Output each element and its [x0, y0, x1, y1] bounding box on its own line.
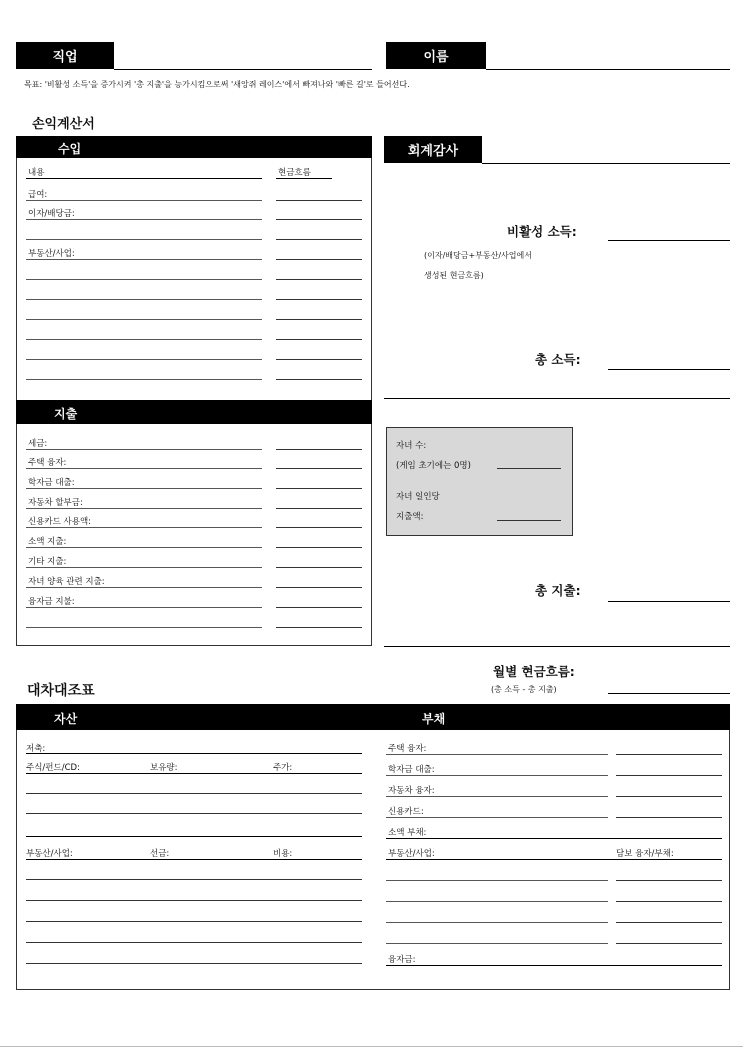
income-row-interest: 이자/배당금:: [28, 209, 75, 219]
income-row-realestate: 부동산/사업:: [28, 249, 75, 259]
total-expense-field[interactable]: [608, 601, 730, 602]
liability-loan-field[interactable]: [386, 965, 722, 966]
liability-amount-field[interactable]: [616, 775, 722, 776]
per-child-label-2: 지출액:: [396, 512, 424, 522]
asset-savings-field[interactable]: [26, 753, 362, 754]
asset-savings-label: 저축:: [26, 744, 46, 754]
liability-realestate-field[interactable]: [616, 901, 722, 902]
occupation-field[interactable]: [114, 69, 372, 70]
income-cashflow-field[interactable]: [276, 279, 362, 280]
asset-realestate-row[interactable]: [26, 900, 362, 901]
occupation-label: 직업: [16, 42, 114, 69]
income-cashflow-field[interactable]: [276, 219, 362, 220]
per-child-expense-field[interactable]: [497, 520, 561, 521]
asset-cost-label: 비용:: [273, 849, 293, 859]
col-item-label: 내용: [28, 168, 45, 178]
passive-income-field[interactable]: [608, 240, 730, 241]
liability-realestate-field[interactable]: [616, 880, 722, 881]
income-cashflow-field[interactable]: [276, 200, 362, 201]
expense-amount-field[interactable]: [276, 567, 362, 568]
liability-mortgage-label: 담보 융자/부채:: [616, 849, 674, 859]
liability-realestate-label: 부동산/사업:: [388, 849, 435, 859]
liabilities-header: 부채: [422, 712, 446, 726]
liability-row: 학자금 대출:: [388, 765, 435, 775]
page-edge: [0, 1046, 743, 1047]
children-count-note: (게임 초기에는 0명): [396, 461, 471, 471]
asset-shares-label: 보유량:: [150, 763, 178, 773]
expense-amount-field[interactable]: [276, 527, 362, 528]
liability-realestate-field[interactable]: [616, 922, 722, 923]
income-statement-title: 손익계산서: [32, 117, 95, 132]
liability-row: 신용카드:: [388, 807, 424, 817]
monthly-cashflow-note: (총 소득 - 총 지출): [491, 685, 557, 694]
income-cashflow-field[interactable]: [276, 339, 362, 340]
passive-income-note-2: 생성된 현금흐름): [424, 271, 484, 280]
asset-stocks-label: 주식/펀드/CD:: [26, 763, 80, 773]
col-cashflow-label: 현금흐름: [278, 168, 311, 178]
liability-row: 소액 부채:: [388, 828, 427, 838]
liability-loan-label: 융자금:: [388, 955, 416, 965]
monthly-cashflow-label: 월별 현금흐름:: [493, 664, 575, 679]
goal-text: 목표: '비활성 소득'을 증가시켜 '총 지출'을 능가시킴으로써 '새앙쥐 레이스'에서 빠져나와 '빠른 길'로 들어선다.: [24, 80, 410, 89]
expense-amount-field[interactable]: [276, 607, 362, 608]
income-cashflow-field[interactable]: [276, 259, 362, 260]
asset-realestate-row[interactable]: [26, 942, 362, 943]
asset-stock-row[interactable]: [26, 813, 362, 814]
total-expense-label: 총 지출:: [535, 583, 581, 598]
expense-amount-field[interactable]: [276, 587, 362, 588]
expense-row: 소액 지출:: [28, 537, 67, 547]
expense-row: 신용카드 사용액:: [28, 517, 92, 527]
liability-row: 자동차 융자:: [388, 786, 435, 796]
balance-sheet-title: 대차대조표: [27, 683, 95, 699]
liability-amount-field[interactable]: [616, 817, 722, 818]
asset-realestate-label: 부동산/사업:: [26, 849, 73, 859]
total-income-field[interactable]: [608, 369, 730, 370]
expense-amount-field[interactable]: [276, 508, 362, 509]
expense-row: 주택 융자:: [28, 458, 67, 468]
expense-row: 학자금 대출:: [28, 478, 75, 488]
income-row-salary: 급여:: [28, 190, 48, 200]
expense-header: 지출: [54, 407, 78, 421]
income-cashflow-field[interactable]: [276, 239, 362, 240]
expense-row: 자녀 양육 관련 지출:: [28, 577, 105, 587]
passive-income-note-1: (이자/배당금+부동산/사업에서: [424, 251, 532, 260]
income-header: 수입: [58, 142, 82, 156]
asset-price-label: 주가:: [273, 763, 293, 773]
expense-amount-field[interactable]: [276, 449, 362, 450]
total-income-label: 총 소득:: [535, 352, 581, 367]
assets-header: 자산: [54, 712, 78, 726]
asset-downpayment-label: 선금:: [150, 849, 170, 859]
expense-amount-field[interactable]: [276, 488, 362, 489]
income-cashflow-field[interactable]: [276, 319, 362, 320]
income-cashflow-field[interactable]: [276, 359, 362, 360]
asset-realestate-row[interactable]: [26, 963, 362, 964]
expense-row: 세금:: [28, 439, 48, 449]
children-count-field[interactable]: [497, 468, 561, 469]
balance-sheet-header-bar: [16, 704, 730, 730]
expense-row: 기타 지출:: [28, 557, 67, 567]
liability-realestate-field[interactable]: [616, 943, 722, 944]
asset-realestate-row[interactable]: [26, 921, 362, 922]
liability-amount-field[interactable]: [616, 796, 722, 797]
expense-amount-field[interactable]: [276, 627, 362, 628]
asset-realestate-row[interactable]: [26, 879, 362, 880]
per-child-label-1: 자녀 일인당: [396, 492, 440, 502]
asset-stock-row[interactable]: [26, 793, 362, 794]
audit-header: 회계감사: [384, 136, 482, 163]
expense-amount-field[interactable]: [276, 468, 362, 469]
expense-row: 융자금 지불:: [28, 597, 75, 607]
monthly-cashflow-field[interactable]: [608, 693, 730, 694]
liability-amount-field[interactable]: [616, 754, 722, 755]
income-cashflow-field[interactable]: [276, 379, 362, 380]
liability-row: 주택 융자:: [388, 744, 427, 754]
name-label: 이름: [386, 42, 486, 69]
passive-income-label: 비활성 소득:: [507, 224, 577, 239]
expense-amount-field[interactable]: [276, 547, 362, 548]
expense-row: 자동차 할부금:: [28, 498, 83, 508]
children-count-label: 자녀 수:: [396, 441, 427, 451]
name-field[interactable]: [486, 69, 730, 70]
income-cashflow-field[interactable]: [276, 299, 362, 300]
